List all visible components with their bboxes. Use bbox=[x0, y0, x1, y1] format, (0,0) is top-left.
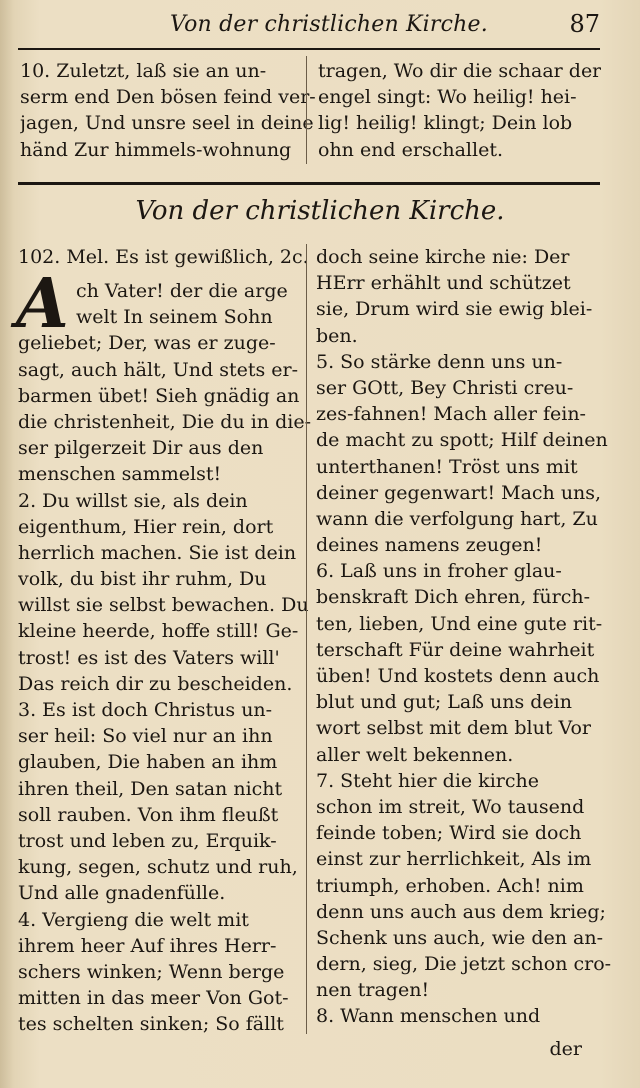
hymn-number-line: 102. Mel. Es ist gewißlich, 2c. bbox=[18, 246, 309, 268]
text-line: feinde toben; Wird sie doch bbox=[316, 822, 582, 845]
section-rule bbox=[18, 182, 600, 185]
text-line: sagt, auch hält, Und stets er- bbox=[18, 358, 299, 381]
text-line: denn uns auch aus dem krieg; bbox=[316, 900, 606, 923]
text-line: händ Zur himmels-wohnung bbox=[20, 138, 292, 161]
text-line: eigenthum, Hier rein, dort bbox=[18, 515, 274, 538]
text-line: trost! es ist des Vaters will' bbox=[18, 646, 280, 669]
column-divider-main bbox=[306, 244, 307, 1034]
text-line: willst sie selbst bewachen. Du bbox=[18, 594, 309, 617]
text-line: 7. Steht hier die kirche bbox=[316, 769, 539, 792]
text-line: üben! Und kostets denn auch bbox=[316, 665, 600, 687]
text-line: volk, du bist ihr ruhm, Du bbox=[18, 568, 267, 591]
text-line: geliebet; Der, was er zuge- bbox=[18, 332, 276, 355]
text-line: 3. Es ist doch Christus un- bbox=[18, 699, 273, 721]
text-line: 2. Du willst sie, als dein bbox=[18, 489, 248, 512]
column-divider-top bbox=[306, 56, 307, 164]
text-line: kung, segen, schutz und ruh, bbox=[18, 856, 298, 879]
text-line: deiner gegenwart! Mach uns, bbox=[316, 481, 602, 504]
text-line: 5. So stärke denn uns un- bbox=[316, 350, 563, 373]
text-line: ser GOtt, Bey Christi creu- bbox=[316, 376, 574, 399]
text-line: doch seine kirche nie: Der bbox=[316, 246, 570, 268]
text-line: de macht zu spott; Hilf deinen bbox=[316, 429, 608, 452]
section-title: Von der christlichen Kirche. bbox=[135, 196, 505, 226]
text-line: trost und leben zu, Erquik- bbox=[18, 829, 277, 852]
text-line: aller welt bekennen. bbox=[316, 743, 514, 766]
text-line: dern, sieg, Die jetzt schon cro- bbox=[316, 953, 612, 976]
running-title: Von der christlichen Kirche. bbox=[170, 12, 488, 37]
drop-cap: A bbox=[16, 264, 69, 344]
text-line: ohn end erschallet. bbox=[318, 138, 503, 161]
text-line: Und alle gnadenfülle. bbox=[18, 882, 226, 905]
text-line: 8. Wann menschen und bbox=[316, 1005, 541, 1028]
text-line: 4. Vergieng die welt mit bbox=[18, 908, 249, 931]
text-line: unterthanen! Tröst uns mit bbox=[316, 455, 578, 478]
text-line: tes schelten sinken; So fällt bbox=[18, 1013, 284, 1036]
text-line: ben. bbox=[316, 324, 358, 347]
text-line: benskraft Dich ehren, fürch- bbox=[316, 586, 591, 609]
text-line: soll rauben. Von ihm fleußt bbox=[18, 803, 279, 826]
text-line: ser pilgerzeit Dir aus den bbox=[18, 437, 264, 460]
text-line: engel singt: Wo heilig! hei- bbox=[318, 86, 577, 109]
text-line: HErr erhählt und schützet bbox=[316, 272, 571, 295]
text-line: ihren theil, Den satan nicht bbox=[18, 777, 283, 800]
text-line: jagen, Und unsre seel in deine bbox=[20, 112, 314, 135]
right-column bbox=[316, 244, 611, 1030]
catchword: der bbox=[549, 1038, 582, 1060]
text-line: Das reich dir zu bescheiden. bbox=[18, 672, 293, 695]
text-line: 10. Zuletzt, laß sie an un- bbox=[20, 60, 267, 82]
text-line: blut und gut; Laß uns dein bbox=[316, 691, 572, 714]
text-line: barmen übet! Sieh gnädig an bbox=[18, 384, 300, 407]
left-column bbox=[18, 278, 311, 1037]
continuation-right-column bbox=[318, 58, 601, 163]
text-line: Schenk uns auch, wie den an- bbox=[316, 926, 604, 949]
text-line: ser heil: So viel nur an ihn bbox=[18, 725, 273, 748]
text-line: nen tragen! bbox=[316, 979, 430, 1002]
continuation-left-column bbox=[20, 58, 316, 163]
text-line: schon im streit, Wo tausend bbox=[316, 795, 585, 818]
text-line: ihrem heer Auf ihres Herr- bbox=[18, 934, 277, 957]
page-number: 87 bbox=[569, 10, 600, 38]
text-line: zes-fahnen! Mach aller fein- bbox=[316, 403, 586, 426]
text-line: menschen sammelst! bbox=[18, 463, 222, 486]
text-line: tragen, Wo dir die schaar der bbox=[318, 60, 602, 82]
text-line: triumph, erhoben. Ach! nim bbox=[316, 874, 584, 897]
text-line: deines namens zeugen! bbox=[316, 534, 543, 557]
text-line: ten, lieben, Und eine gute rit- bbox=[316, 612, 603, 635]
running-header bbox=[0, 8, 640, 40]
text-line: schers winken; Wenn berge bbox=[18, 960, 285, 983]
text-line: welt In seinem Sohn bbox=[76, 306, 273, 329]
text-line: die christenheit, Die du in die- bbox=[18, 410, 311, 433]
header-rule bbox=[18, 48, 600, 50]
text-line: sie, Drum wird sie ewig blei- bbox=[316, 298, 593, 321]
text-line: 6. Laß uns in froher glau- bbox=[316, 560, 562, 583]
text-line: glauben, Die haben an ihm bbox=[18, 751, 278, 774]
text-line: kleine heerde, hoffe still! Ge- bbox=[18, 620, 299, 643]
text-line: serm end Den bösen feind ver- bbox=[20, 86, 316, 109]
text-line: mitten in das meer Von Got- bbox=[18, 987, 289, 1010]
text-line: wort selbst mit dem blut Vor bbox=[316, 717, 591, 740]
text-line: lig! heilig! klingt; Dein lob bbox=[318, 112, 573, 135]
text-line: terschaft Für deine wahrheit bbox=[316, 638, 595, 661]
text-line: herrlich machen. Sie ist dein bbox=[18, 541, 297, 564]
text-line: ch Vater! der die arge bbox=[76, 280, 288, 302]
text-line: wann die verfolgung hart, Zu bbox=[316, 507, 598, 530]
text-line: einst zur herrlichkeit, Als im bbox=[316, 848, 592, 871]
